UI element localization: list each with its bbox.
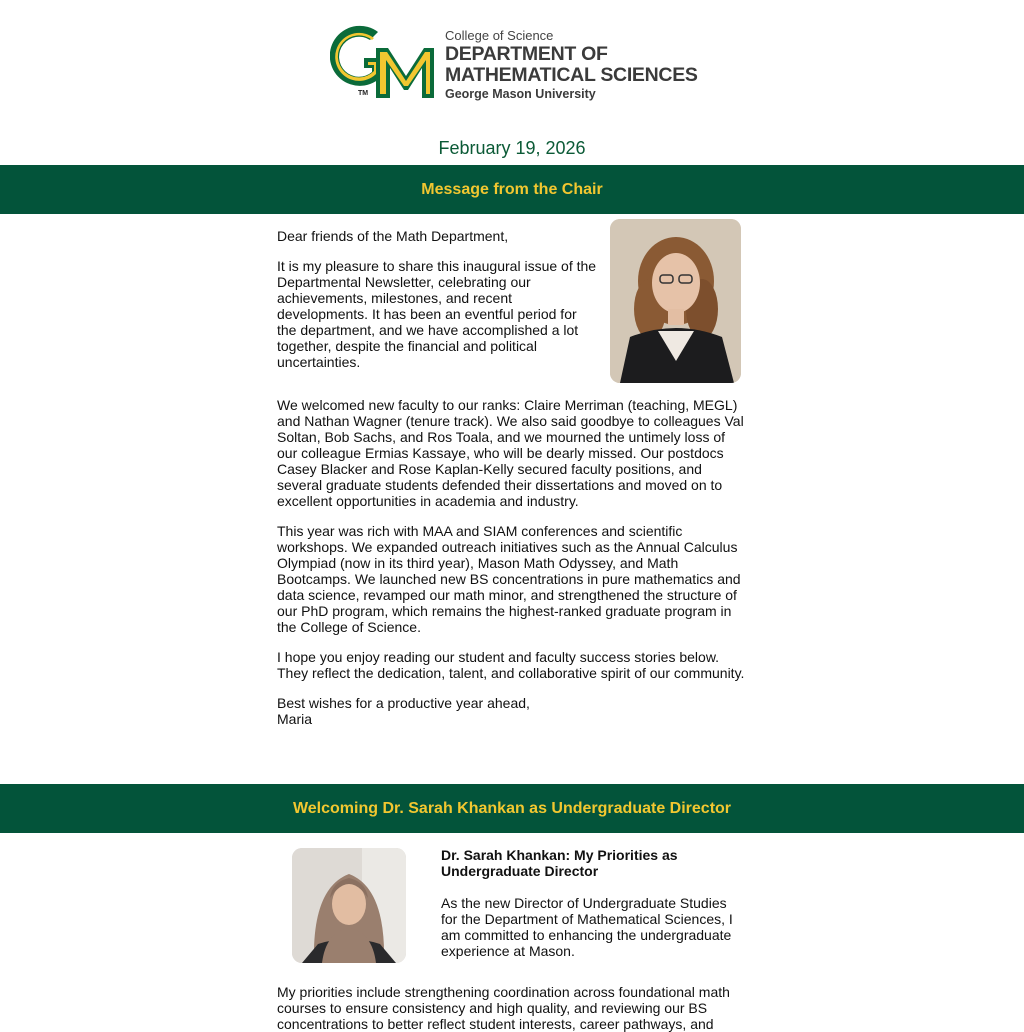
sarah-intro-paragraph: As the new Director of Undergraduate Studies for the Department of Mathematical Sciences, I am committed to enhancing the undergraduate experience at Mason. <box>441 895 733 959</box>
logo-college: College of Science <box>445 28 554 43</box>
chair-closing: Best wishes for a productive year ahead, <box>277 695 530 711</box>
portrait-sarah-icon <box>292 848 406 963</box>
section-banner-chair: Message from the Chair <box>0 165 1024 214</box>
chair-intro-paragraph: It is my pleasure to share this inaugural issue of the Departmental Newsletter, celebrating our achievements, milestones, and recent developments. It has been an eventful period for the department, and we have accomplished a lot together, despite the financial and political uncertainties. <box>277 258 597 370</box>
logo-dept-line2: MATHEMATICAL SCIENCES <box>445 64 698 86</box>
logo-university: George Mason University <box>445 87 596 101</box>
department-logo <box>330 18 700 102</box>
gm-logo-icon <box>330 18 440 102</box>
chair-photo <box>610 219 741 383</box>
chair-signature: Maria <box>277 711 313 727</box>
sarah-body-paragraph: My priorities include strengthening coordination across foundational math courses to ensure consistency and high quality, and reviewing our BS concentrations to better reflect student interests, career pathways, and <box>277 984 730 1032</box>
newsletter-date: February 19, 2026 <box>438 138 586 158</box>
trademark-label: TM <box>358 90 369 97</box>
logo-dept-line1: DEPARTMENT OF <box>445 43 608 65</box>
chair-intro-block <box>277 228 597 384</box>
chair-salutation: Dear friends of the Math Department, <box>277 228 509 244</box>
section-banner-undergrad: Welcoming Dr. Sarah Khankan as Undergraduate Director <box>0 784 1024 833</box>
chair-paragraph-1: We welcomed new faculty to our ranks: Claire Merriman (teaching, MEGL) and Nathan Wagner (tenure track). We also said goodbye to colleagues Val Soltan, Bob Sachs, and Ros Toala, and we mourned the untimely loss of our colleague Ermias Kassaye, who will be dearly missed. Our postdocs Casey Blacker and Rose Kaplan-Kelly secured faculty positions, and several graduate students defended their dissertations and moved on to excellent opportunities in academia and industry. <box>277 397 744 509</box>
sarah-photo <box>292 848 406 963</box>
chair-paragraph-2: This year was rich with MAA and SIAM conferences and scientific workshops. We expanded outreach initiatives such as the Annual Calculus Olympiad (now in its third year), Mason Math Odyssey, and Math Bootcamps. We launched new BS concentrations in pure mathematics and data science, revamped our math minor, and strengthened the structure of our PhD program, which remains the highest-ranked graduate program in the College of Science. <box>277 523 741 635</box>
sarah-article-heading: Dr. Sarah Khankan: My Priorities as Undergraduate Director <box>441 847 678 879</box>
chair-paragraph-3: I hope you enjoy reading our student and faculty success stories below. They reflect the dedication, talent, and collaborative spirit of our community. <box>277 649 745 681</box>
chair-body-block <box>277 397 747 727</box>
logo-text <box>445 28 698 102</box>
portrait-chair-icon <box>610 219 741 383</box>
chair-closing-block <box>277 695 747 727</box>
